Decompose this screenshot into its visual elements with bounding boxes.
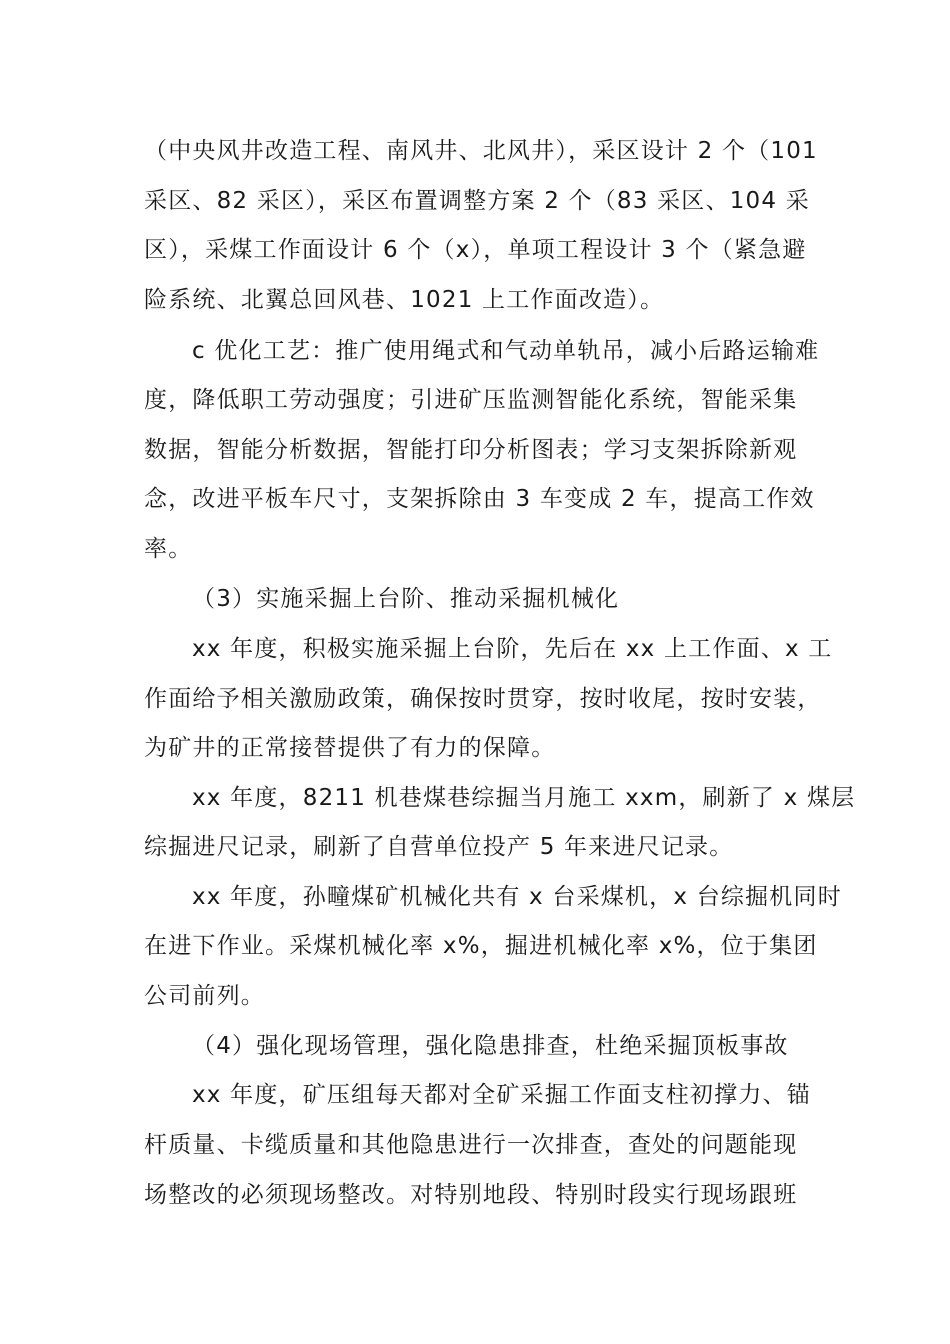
section-heading: （4）强化现场管理，强化隐患排查，杜绝采掘顶板事故 xyxy=(192,1033,789,1059)
text-line: 念，改进平板车尺寸，支架拆除由 3 车变成 2 车，提高工作效 xyxy=(144,486,815,512)
text-line: 公司前列。 xyxy=(144,983,265,1009)
text-line: 数据，智能分析数据，智能打印分析图表；学习支架拆除新观 xyxy=(144,437,798,463)
text-line: 作面给予相关激励政策，确保按时贯穿，按时收尾，按时安装， xyxy=(144,686,822,712)
paragraph-start-line: c 优化工艺：推广使用绳式和气动单轨吊，减小后路运输难 xyxy=(192,338,820,364)
text-line: 率。 xyxy=(144,536,193,562)
text-line: 区），采煤工作面设计 6 个（x），单项工程设计 3 个（紧急避 xyxy=(144,237,807,263)
text-line: 在进下作业。采煤机械化率 x%，掘进机械化率 x%，位于集团 xyxy=(144,933,818,959)
text-line: 度，降低职工劳动强度；引进矿压监测智能化系统，智能采集 xyxy=(144,387,798,413)
text-line: 险系统、北翼总回风巷、1021 上工作面改造）。 xyxy=(144,287,665,313)
text-line: 综掘进尺记录，刷新了自营单位投产 5 年来进尺记录。 xyxy=(144,834,734,860)
text-line: 为矿井的正常接替提供了有力的保障。 xyxy=(144,735,556,761)
paragraph-start-line: xx 年度，矿压组每天都对全矿采掘工作面支柱初撑力、锚 xyxy=(192,1082,811,1108)
text-line: 场整改的必须现场整改。对特别地段、特别时段实行现场跟班 xyxy=(144,1182,798,1208)
paragraph-start-line: xx 年度，孙疃煤矿机械化共有 x 台采煤机，x 台综掘机同时 xyxy=(192,884,842,910)
text-line: （中央风井改造工程、南风井、北风井），采区设计 2 个（101 xyxy=(144,138,818,164)
paragraph-start-line: xx 年度，积极实施采掘上台阶，先后在 xx 上工作面、x 工 xyxy=(192,636,833,662)
section-heading: （3）实施采掘上台阶、推动采掘机械化 xyxy=(192,586,620,612)
paragraph-start-line: xx 年度，8211 机巷煤巷综掘当月施工 xxm，刷新了 x 煤层 xyxy=(192,785,856,811)
text-line: 杆质量、卡缆质量和其他隐患进行一次排查，查处的问题能现 xyxy=(144,1132,798,1158)
text-line: 采区、82 采区），采区布置调整方案 2 个（83 采区、104 采 xyxy=(144,188,810,214)
